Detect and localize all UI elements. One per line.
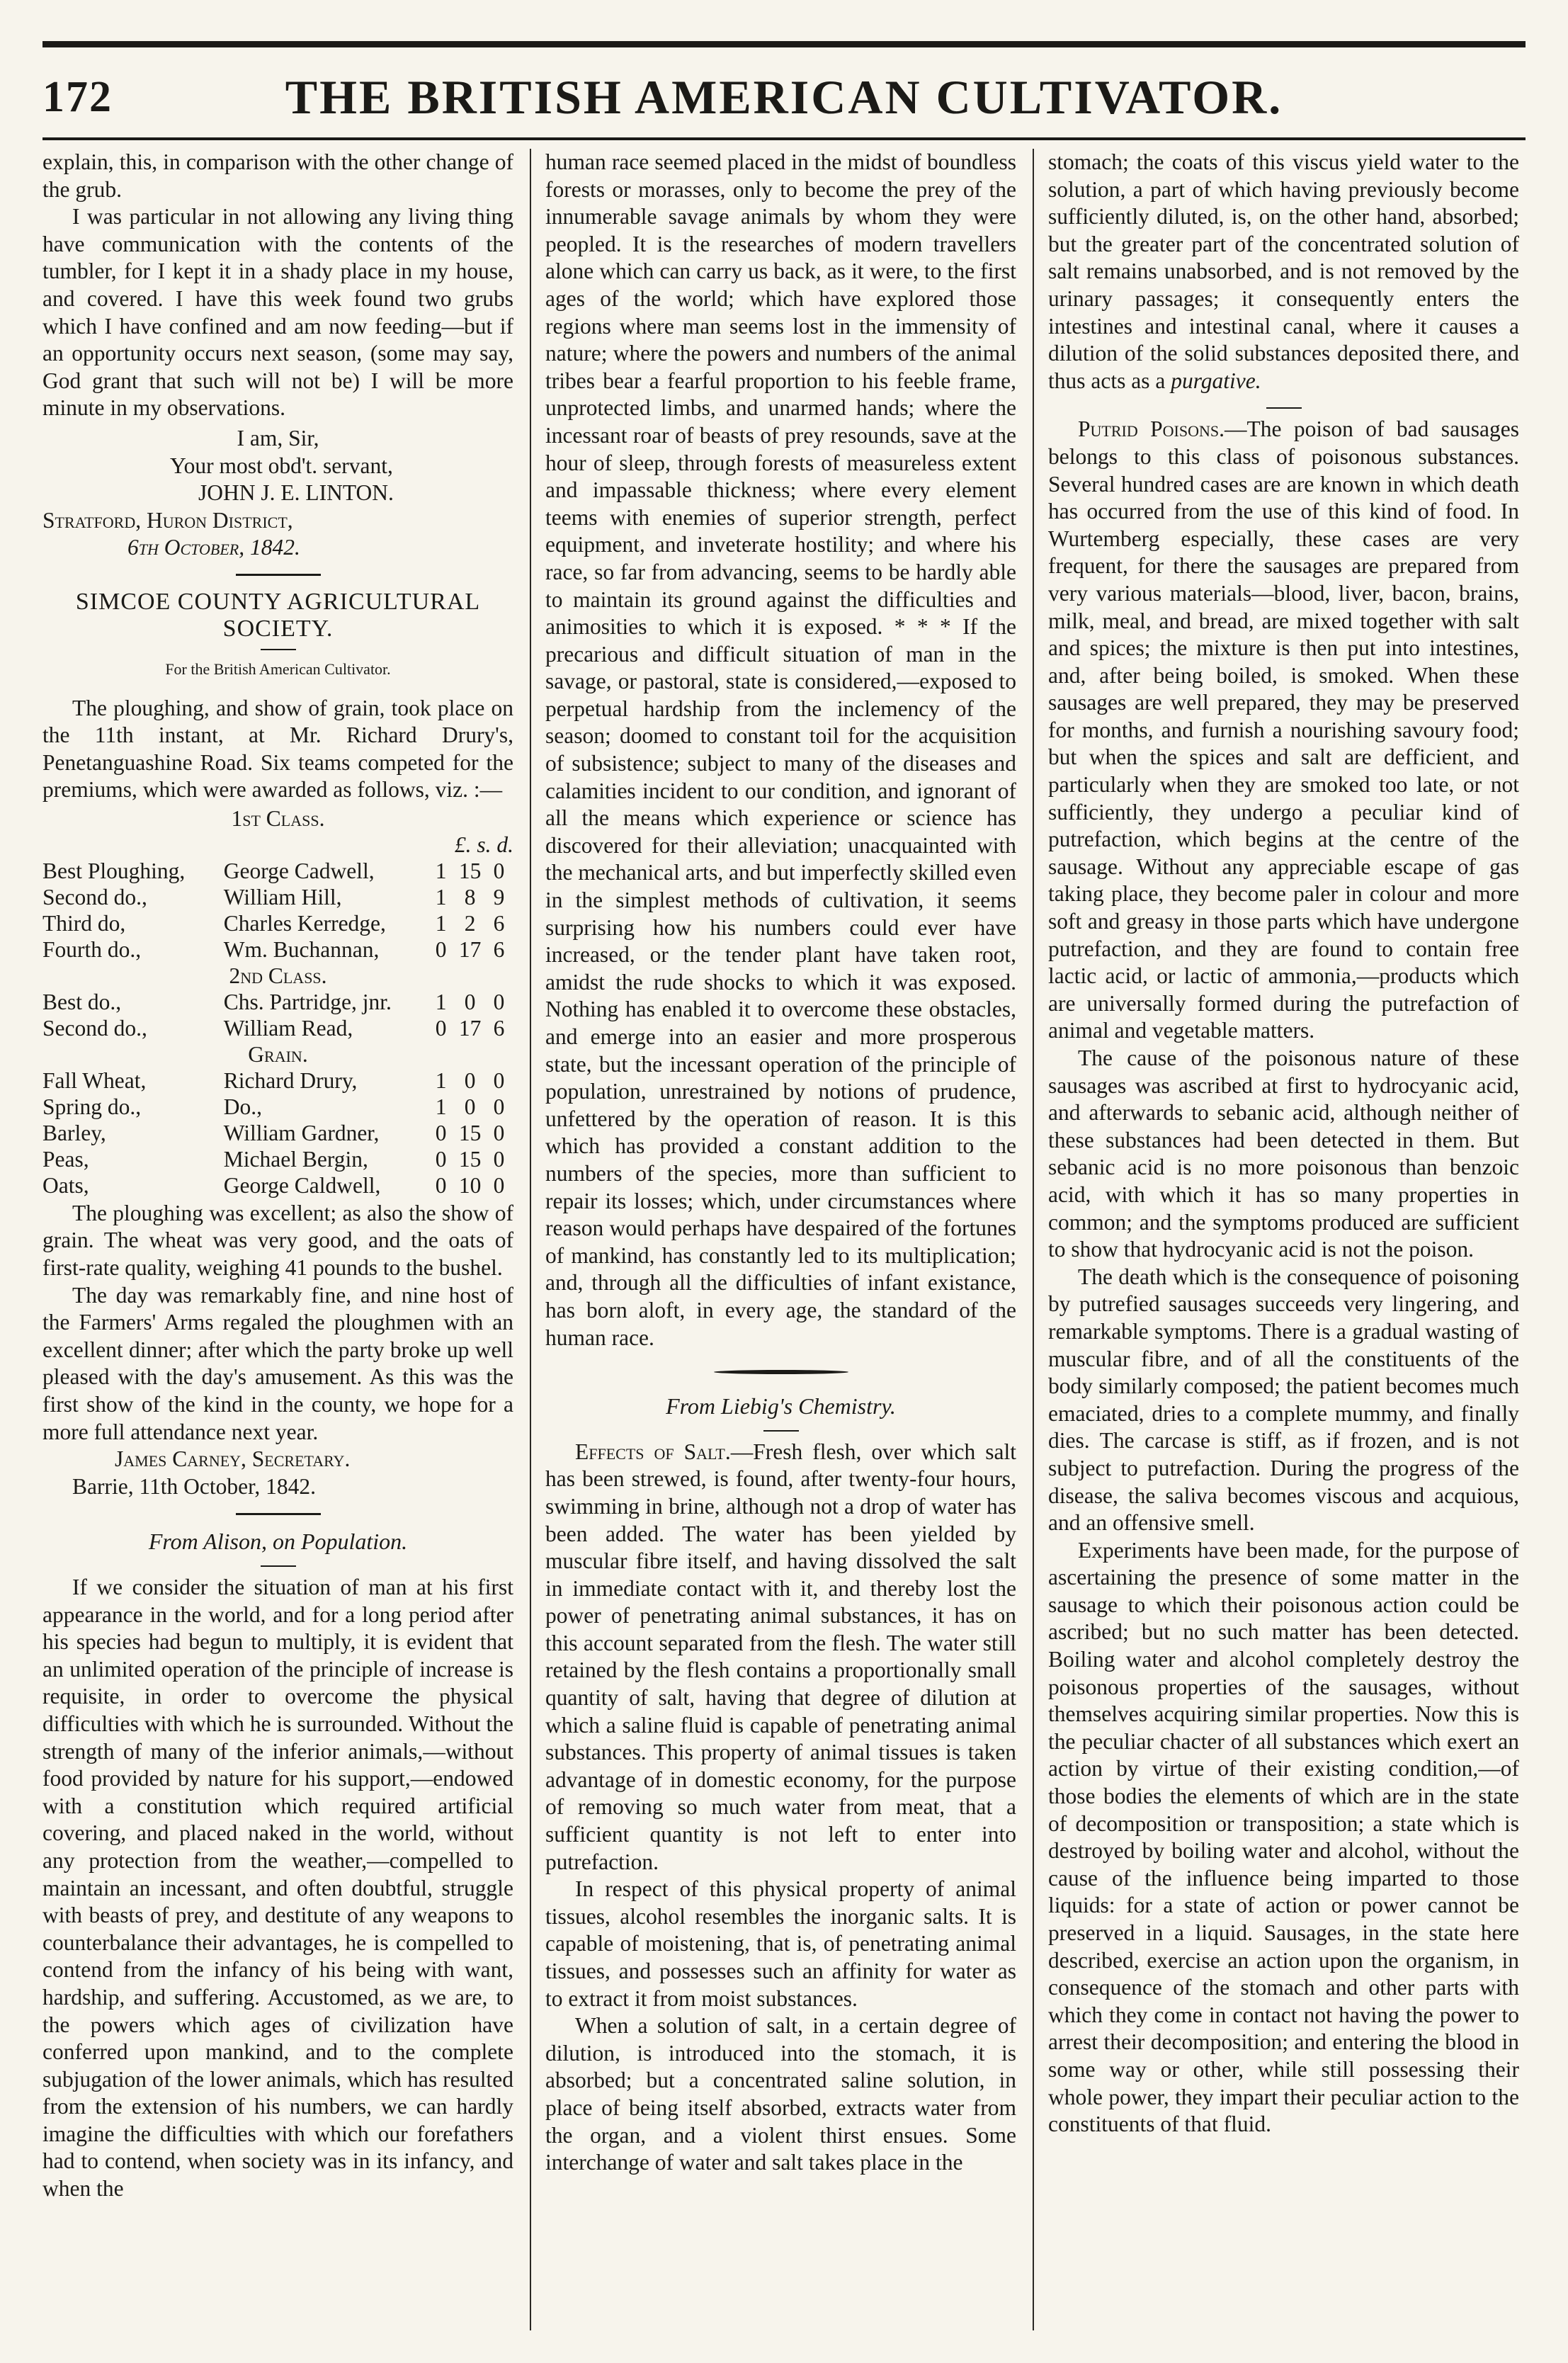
- table-row: [42, 989, 513, 1015]
- signature-name: JOHN J. E. LINTON.: [198, 480, 394, 506]
- prize-pounds: 1: [435, 1094, 447, 1119]
- letter-place: [42, 507, 513, 561]
- society-heading: SIMCOE COUNTY AGRICULTURAL SOCIETY.: [75, 588, 481, 642]
- column-divider: [1033, 149, 1034, 2330]
- prize-winner: Chs. Partridge, jnr.: [223, 989, 392, 1014]
- column-1: [42, 149, 513, 2330]
- grain-heading-row: [42, 1041, 513, 1067]
- prize-winner: William Read,: [223, 1015, 353, 1041]
- putrid-text: —The poison of bad sausages belongs to this class of poisonous substances. Several hundred cases are are known in which death has occurred from the use of this kind of food. In Wurtemberg especially, these cases are very frequent, for there the sausages are prepared from very various materials—blood, liver, bacon, brains, milk, meal, and bread, are mixed together with salt and spices; the mixture is then put into intestines, and, after being boiled, is smoked. When these sausages are well prepared, they may be preserved for months, and furnish a nourishing savoury food; but when the spices and salt are defficient, and particularly when they are smoked too late, or not sufficiently, they undergo a peculiar kind of putrefaction, which begins at the centre of the sausage. Without any appreciable escape of gas taking place, they become paler in colour and more soft and greasy in those parts which have undergone putrefaction, and they are found to contain free lactic acid, or lactic of ammonia,—products which are universally formed during the putrefaction of animal and vegetable matters.: [1048, 416, 1519, 1043]
- prize-winner: William Gardner,: [223, 1120, 380, 1145]
- short-separator: [1266, 407, 1302, 409]
- society-paragraph: The ploughing, and show of grain, took place on the 11th instant, at Mr. Richard Drury's, Penetanguashine Road. Six teams competed for the premiums, which were awarded as follows, viz. :—: [42, 695, 513, 803]
- grain-heading: Grain.: [248, 1041, 308, 1067]
- salt-paragraph: [545, 1439, 1016, 1876]
- prize-pence: 0: [493, 858, 505, 883]
- class2-heading: 2nd Class.: [229, 963, 327, 988]
- place-line: Stratford, Huron District,: [42, 507, 293, 533]
- prize-place: Fall Wheat,: [42, 1067, 147, 1093]
- section-separator: [236, 1513, 321, 1515]
- prize-pounds: 0: [435, 936, 447, 962]
- prize-place: Second do.,: [42, 1015, 147, 1041]
- newspaper-page: [42, 41, 1526, 2336]
- society-paragraph: The day was remarkably fine, and nine host of the Farmers' Arms regaled the ploughmen with an excellent dinner; after which the party broke up well pleased with the day's amusement. As this was the first show of the kind in the county, we hope for a more full attendance next year.: [42, 1282, 513, 1444]
- prize-place: Barley,: [42, 1120, 106, 1145]
- prize-pence: 9: [493, 884, 505, 910]
- putrid-paragraph: Experiments have been made, for the purpose of ascertaining the presence of some matter in the sausage to which their poisonous action could be ascribed; but no such matter has been detected. Boiling water and alcohol completely destroy the poisonous properties of the sausages, without themselves acquiring similar properties. Now this is the peculiar chacter of all substances which exert an action by virtue of their existing condition,—of those bodies the elements of which are in the state of decomposition or transposition; a state which is destroyed by boiling water and alcohol, without the cause of the influence being imparted to those liquids: for a state of action or power cannot be preserved in a liquid. Sausages, in the state here described, exercise an action upon the organism, in consequence of the stomach and other parts with which they come in contact not having the power to arrest their decomposition; and entering the blood in some way or other, while still possessing their whole power, they impart their peculiar action to the constituents of that fluid.: [1048, 1537, 1519, 2137]
- class1-heading-row: [42, 805, 513, 832]
- prize-pounds: 0: [435, 1015, 447, 1041]
- prize-place: Third do,: [42, 910, 126, 936]
- page-header: [42, 69, 1526, 132]
- ornamental-separator: [714, 1370, 848, 1374]
- table-row: [42, 1120, 513, 1146]
- society-paragraph: The ploughing was excellent; as also the show of grain. The wheat was very good, and the oats of first-rate quality, weighing 41 pounds to the bushel.: [42, 1200, 513, 1281]
- putrid-paragraph: The cause of the poisonous nature of these sausages was ascribed at first to hydrocyanic acid, and afterwards to sebanic acid, although neither of these substances had been detected in them. But sebanic acid is no more poisonous than benzoic acid, with which it has so many properties in common; and the symptoms produced are sufficient to show that hydrocyanic acid is not the poison.: [1048, 1046, 1519, 1262]
- prize-pence: 6: [493, 910, 505, 936]
- table-row: [42, 1172, 513, 1198]
- society-date: Barrie, 11th October, 1842.: [72, 1473, 316, 1499]
- short-separator: [261, 1565, 296, 1567]
- prize-shillings: 15: [458, 1120, 482, 1145]
- prize-pence: 0: [493, 989, 505, 1014]
- society-signature: James Carney, Secretary.: [115, 1446, 351, 1472]
- prize-pounds: 0: [435, 1120, 447, 1145]
- prize-shillings: 15: [458, 1146, 482, 1172]
- letter-signature: [42, 480, 513, 507]
- table-row: [42, 1146, 513, 1172]
- prize-pounds: 1: [435, 989, 447, 1014]
- column-2: [545, 149, 1016, 2330]
- prize-winner: Do.,: [223, 1094, 263, 1119]
- table-row: [42, 910, 513, 936]
- letter-closing: I am, Sir,: [237, 425, 319, 450]
- salt-paragraph: In respect of this physical property of animal tissues, alcohol resembles the inorganic salts. It is capable of moistening, that is, of penetrating animal tissues, and possesses such an affinity for water as to extract it from moist substances.: [545, 1876, 1016, 2011]
- prize-shillings: 0: [464, 1094, 476, 1119]
- prize-pence: 0: [493, 1120, 505, 1145]
- prize-pounds: 1: [435, 884, 447, 910]
- prize-pounds: 1: [435, 910, 447, 936]
- prize-pence: 6: [493, 1015, 505, 1041]
- short-separator: [261, 649, 296, 650]
- salt-lead-in: Effects of Salt.: [575, 1439, 731, 1464]
- prize-pence: 0: [493, 1094, 505, 1119]
- class1-heading: 1st Class.: [231, 805, 325, 831]
- prize-place: Spring do.,: [42, 1094, 142, 1119]
- putrid-paragraph: The death which is the consequence of poisoning by putrefied sausages succeeds very lingering, and remarkable symptoms. There is a gradual wasting of muscular fibre, and of all the constituents of the body similarly composed; the patient becomes much emaciated, dries to a complete mummy, and finally dies. The carcase is stiff, as if frozen, and is not subject to putrefaction. During the progress of the disease, the saliva becomes viscous and acquious, and an offensive smell.: [1048, 1264, 1519, 1536]
- prize-winner: George Caldwell,: [223, 1172, 381, 1198]
- prize-pounds: 1: [435, 1067, 447, 1093]
- class2-heading-row: [42, 963, 513, 989]
- page-number: 172: [42, 73, 113, 121]
- prize-place: Second do.,: [42, 884, 147, 910]
- prize-winner: Charles Kerredge,: [223, 910, 386, 936]
- currency-heading: £. s. d.: [454, 832, 513, 857]
- alison-heading: From Alison, on Population.: [148, 1529, 408, 1555]
- prize-winner: Wm. Buchannan,: [223, 936, 380, 962]
- prize-shillings: 8: [464, 884, 476, 910]
- liebig-heading: From Liebig's Chemistry.: [666, 1393, 896, 1420]
- prize-pounds: 1: [435, 858, 447, 883]
- prize-pence: 0: [493, 1146, 505, 1172]
- prize-shillings: 10: [458, 1172, 482, 1198]
- salt-text: stomach; the coats of this viscus yield water to the solution, a part of which having previously become sufficiently diluted, is, on the other hand, absorbed; but the greater part of the concentrated solution of salt remains unabsorbed, and is not removed by the urinary passages; it consequently enters the intestines and intestinal canal, where it causes a dilution of the solid substances deposited there, and thus acts as a: [1048, 149, 1519, 393]
- prize-place: Best do.,: [42, 989, 122, 1014]
- prize-winner: Michael Bergin,: [223, 1146, 368, 1172]
- letter-servant: [42, 453, 513, 480]
- column-3: [1048, 149, 1519, 2330]
- table-row: [42, 1015, 513, 1041]
- putrid-paragraph: [1048, 416, 1519, 1045]
- prize-place: Fourth do.,: [42, 936, 142, 962]
- currency-heading-row: [42, 832, 513, 858]
- letter-intro: explain, this, in comparison with the other change of the grub.: [42, 149, 513, 202]
- prize-pence: 6: [493, 936, 505, 962]
- table-row: [42, 884, 513, 910]
- salt-paragraph: When a solution of salt, in a certain degree of dilution, is introduced into the stomach, it is absorbed; but a concentrated saline solution, in place of being itself absorbed, extracts water from the organ, and a violent thirst ensues. Some interchange of water and salt takes place in the: [545, 2013, 1016, 2175]
- prize-pounds: 0: [435, 1146, 447, 1172]
- prize-pence: 0: [493, 1067, 505, 1093]
- prize-shillings: 2: [464, 910, 476, 936]
- top-rule: [42, 41, 1526, 47]
- alison-paragraph: If we consider the situation of man at his first appearance in the world, and for a long period after his species had begun to multiply, it is evident that an unlimited operation of the principle of increase is requisite, in order to overcome the physical difficulties with which he is surrounded. Without the strength of many of the inferior animals,—without food provided by nature for his support,—endowed with a constitution which required artificial covering, and placed naked in the world, without any protection from the weather,—compelled to maintain an incessant, and often doubtful, struggle with beasts of prey, and destitute of any weapons to counterbalance their advantages, he is compelled to contend from the infancy of his being with want, hardship, and suffering. Accustomed, as we are, to the powers which ages of civilization have conferred upon mankind, and to the complete subjugation of the lower animals, which has resulted from the extension of his numbers, we can hardly imagine the difficulties with which our forefathers had to contend, when society was in its infancy, and when the: [42, 1575, 513, 2202]
- prize-shillings: 0: [464, 1067, 476, 1093]
- prize-pounds: 0: [435, 1172, 447, 1198]
- prize-shillings: 17: [458, 936, 482, 962]
- table-row: [42, 1094, 513, 1120]
- prize-winner: Richard Drury,: [223, 1067, 358, 1093]
- prize-shillings: 15: [458, 858, 482, 883]
- date-line: 6th October, 1842.: [127, 534, 300, 560]
- section-separator: [236, 574, 321, 576]
- prize-place: Oats,: [42, 1172, 89, 1198]
- prize-shillings: 0: [464, 989, 476, 1014]
- prize-winner: William Hill,: [223, 884, 342, 910]
- column-divider: [530, 149, 531, 2330]
- masthead-title: THE BRITISH AMERICAN CULTIVATOR.: [285, 70, 1283, 124]
- prize-table: [42, 805, 513, 1198]
- table-row: [42, 936, 513, 963]
- salt-end: purgative.: [1171, 368, 1261, 393]
- prize-shillings: 17: [458, 1015, 482, 1041]
- prize-place: Peas,: [42, 1146, 89, 1172]
- putrid-lead-in: Putrid Poisons.: [1078, 416, 1225, 442]
- salt-text: —Fresh flesh, over which salt has been strewed, is found, after twenty-four hours, swimming in brine, although not a drop of water has been added. The water has been yielded by muscular fibre itself, and having dissolved the salt in immediate contact with it, and thereby lost the power of penetrating animal substances, it has on this account separated from the flesh. The water still retained by the flesh contains a proportionally small quantity of salt, having that degree of dilution at which a saline fluid is capable of penetrating animal substances. This property of animal tissues is taken advantage of in domestic economy, for the purpose of removing so much water from meat, that a sufficient quantity is not left to enter into putrefaction.: [545, 1439, 1016, 1874]
- alison-paragraph-continued: human race seemed placed in the midst of boundless forests or morasses, only to become the prey of the innumerable savage animals by whom they were peopled. It is the researches of modern travellers alone which can carry us back, as it were, to the first ages of the world; which have explored those regions where man seems lost in the immensity of nature; where the powers and numbers of the animal tribes bear a fearful proportion to his feeble frame, unprotected limbs, and unarmed hands; where the incessant roar of beasts of prey resounds, save at the hour of sleep, through forests of measureless extent and impassable thickness; where every element teems with enemies of superior strength, perfect equipment, and inveterate hostility; and where his race, so far from advancing, seems to be hardly able to maintain its ground against the difficulties and animosities to which it is exposed. * * * If the precarious and difficult situation of man in the savage, or pastoral, state is considered,—exposed to perpetual hardship from the inclemency of the season; doomed to constant toil for the acquisition of subsistence; subject to many of the diseases and calamities incident to our condition, and ignorant of all the means which experience or science has discovered for their alleviation; unacquainted with the mechanical arts, and but imperfectly skilled even in the simplest methods of cultivation, it seems surprising how his numbers could ever have increased, or the tender plant have taken root, amidst the rude shocks to which it was exposed. Nothing has enabled it to overcome these obstacles, and emerge into an easier and more prosperous state, but the incessant operation of the principle of population, unrestrained by notions of prudence, unfettered by the operation of reason. It is this which has provided a constant addition to the numbers of the species, more than sufficient to repair its losses; which, under circumstances where reason would perhaps have despaired of the fortunes of mankind, has constantly led to its multiplication; and, through all the difficulties of infant existance, has born aloft, in every age, the standard of the human race.: [545, 149, 1016, 1350]
- society-source: For the British American Cultivator.: [165, 659, 391, 678]
- letter-paragraph: I was particular in not allowing any living thing have communication with the contents of the tumbler, for I kept it in a shady place in my house, and covered. I have this week found two grubs which I have confined and am now feeding—but if an opportunity occurs next season, (some may say, God grant that such will not be) I will be more minute in my observations.: [42, 204, 513, 421]
- prize-place: Best Ploughing,: [42, 858, 186, 883]
- header-rule: [42, 137, 1526, 140]
- short-separator: [763, 1430, 799, 1432]
- prize-pence: 0: [493, 1172, 505, 1198]
- servant-line: Your most obd't. servant,: [170, 453, 393, 478]
- table-row: [42, 858, 513, 884]
- prize-winner: George Cadwell,: [223, 858, 375, 883]
- salt-paragraph-continued: [1048, 149, 1519, 395]
- table-row: [42, 1067, 513, 1094]
